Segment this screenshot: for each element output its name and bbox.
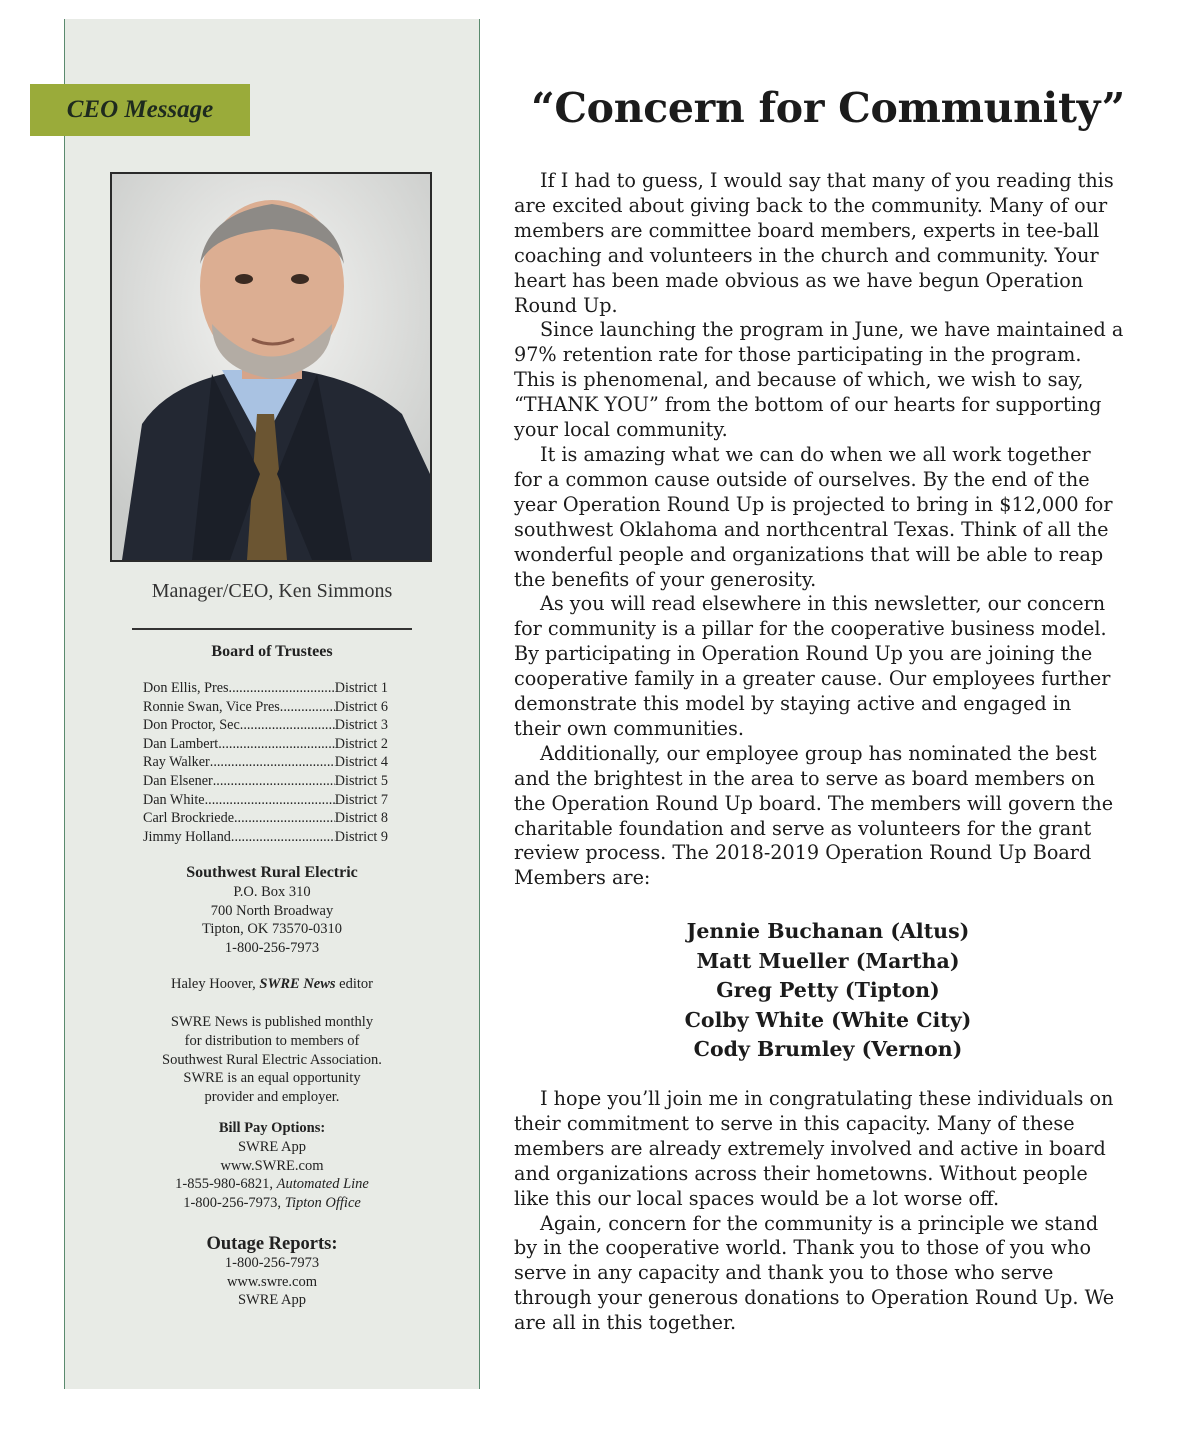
organization-phone: 1-800-256-7973 xyxy=(224,940,320,957)
note-line: SWRE is an equal opportunity xyxy=(183,1070,361,1087)
trustee-name: Dan Elsener xyxy=(143,772,213,789)
trustee-district: District 1 xyxy=(334,680,388,696)
note-line: SWRE News is published monthly xyxy=(170,1014,374,1030)
trustee-row xyxy=(143,809,388,828)
trustee-row xyxy=(143,698,388,717)
bill-pay-app: SWRE App xyxy=(237,1138,307,1155)
trustee-name: Don Proctor, Sec. xyxy=(143,717,244,734)
outage-heading: Outage Reports: xyxy=(206,1234,338,1254)
ceo-portrait-photo xyxy=(110,172,432,562)
po-box: P.O. Box 310 xyxy=(233,883,311,900)
trustee-row xyxy=(143,772,388,791)
trustee-name: Ray Walker xyxy=(143,754,210,771)
trustee-row xyxy=(143,679,388,698)
organization-address xyxy=(64,864,480,958)
board-member: Colby White (White City) xyxy=(684,1007,972,1032)
trustee-name: Dan White xyxy=(143,791,205,808)
trustee-row xyxy=(143,791,388,810)
outage-website: www.swre.com xyxy=(226,1273,318,1290)
trustee-district: District 9 xyxy=(334,828,388,845)
trustee-list xyxy=(143,679,388,846)
bill-pay-office-line xyxy=(64,1194,480,1213)
board-member: Jennie Buchanan (Altus) xyxy=(686,919,970,943)
article-body-part-1 xyxy=(514,169,1124,891)
bill-pay-options xyxy=(64,1119,480,1213)
note-line: provider and employer. xyxy=(204,1089,340,1106)
board-member: Greg Petty (Tipton) xyxy=(716,978,940,1003)
section-tab-label: CEO Message xyxy=(66,96,214,123)
editor-credit xyxy=(64,975,480,994)
article-paragraph: Additionally, our employee group has nominated the best and the brightest in the area to serve as board members on the Operation Round Up board. The members will govern the charitable foundation and serve as volunteers for the grant review process. The 2018-2019 Operation Round Up Board Members are: xyxy=(514,741,1114,890)
trustee-district: District 8 xyxy=(334,810,388,827)
trustee-district: District 4 xyxy=(334,754,388,771)
trustee-district: District 3 xyxy=(334,717,388,734)
article-paragraph: As you will read elsewhere in this newsletter, our concern for community is a pillar for the cooperative business model. By participating in Operation Round Up you are joining the cooperative family in a greater cause. Our employees further demonstrate this model by staying active and engaged in their own communities. xyxy=(514,592,1111,740)
caption-divider xyxy=(132,628,412,630)
board-of-trustees-heading: Board of Trustees xyxy=(211,643,333,660)
editor-name: Haley Hoover, xyxy=(170,976,256,992)
street-address: 700 North Broadway xyxy=(210,902,334,919)
trustee-district: District 2 xyxy=(334,735,388,752)
board-member: Cody Brumley (Vernon) xyxy=(693,1037,963,1062)
bill-pay-automated-line xyxy=(64,1175,480,1194)
board-member: Matt Mueller (Martha) xyxy=(696,948,960,973)
trustee-row xyxy=(143,735,388,754)
bill-pay-website: www.SWRE.com xyxy=(220,1157,324,1174)
board-member-list xyxy=(500,917,1156,1065)
article-paragraph: If I had to guess, I would say that many of you reading this are excited about giving back to the community. Many of our members are committee board members, experts in tee-ball coaching and volunteers in the church and community. Your heart has been made obvious as we have begun Operation Round Up. xyxy=(514,169,1114,317)
office-line-number: 1-800-256-7973, xyxy=(183,1195,282,1212)
trustee-district: District 6 xyxy=(334,698,388,715)
trustee-name: Carl Brockriede xyxy=(143,810,234,827)
outage-phone: 1-800-256-7973 xyxy=(224,1254,320,1271)
portrait-illustration xyxy=(112,174,430,560)
article-paragraph: I hope you’ll join me in congratulating these individuals on their commitment to serve in this capacity. Many of these members are already extremely involved and active in board and organizations across their hometowns. Without people like this our local spaces would be a lot worse off. xyxy=(514,1087,1114,1210)
article-paragraph: It is amazing what we can do when we all work together for a common cause outside of ourselves. By the end of the year Operation Round Up is projected to bring in $12,000 for southwest Oklahoma and northcentral Texas. Think of all the wonderful people and organizations that will be able to reap the benefits of your generosity. xyxy=(514,442,1113,591)
publication-note xyxy=(64,1013,480,1107)
automated-line-label: Automated Line xyxy=(276,1176,369,1193)
trustee-name: Don Ellis, Pres. xyxy=(143,680,233,696)
publication-name: SWRE News xyxy=(259,976,336,992)
city-state-zip: Tipton, OK 73570-0310 xyxy=(201,921,343,938)
section-tab xyxy=(30,84,250,136)
automated-line-number: 1-855-980-6821, xyxy=(175,1176,273,1193)
article-body-part-2 xyxy=(514,1087,1124,1336)
editor-role: editor xyxy=(339,976,373,992)
trustee-district: District 5 xyxy=(334,772,388,789)
article-paragraph: Since launching the program in June, we have maintained a 97% retention rate for those participating in the program. This is phenomenal, and because of which, we wish to say, “THANK YOU” from the bottom of our hearts for supporting your local community. xyxy=(514,318,1124,442)
office-line-label: Tipton Office xyxy=(284,1195,361,1212)
trustee-name: Dan Lambert xyxy=(143,735,219,752)
note-line: Southwest Rural Electric Association. xyxy=(162,1051,382,1068)
trustee-row xyxy=(143,753,388,772)
trustee-name: Ronnie Swan, Vice Pres. xyxy=(143,698,284,715)
trustee-name: Jimmy Holland xyxy=(143,828,231,845)
trustee-row xyxy=(143,828,388,847)
article-paragraph: Again, concern for the community is a principle we stand by in the cooperative world. Thank you to those of you who serve in any capacity and thank you to those who serve through your generous donations to Operation Round Up. We are all in this together. xyxy=(514,1211,1115,1335)
trustee-district: District 7 xyxy=(334,791,388,808)
note-line: for distribution to members of xyxy=(184,1032,360,1049)
article-headline: “Concern for Community” xyxy=(531,84,1125,132)
photo-caption: Manager/CEO, Ken Simmons xyxy=(151,580,393,602)
outage-reports xyxy=(64,1235,480,1310)
outage-app: SWRE App xyxy=(237,1292,307,1309)
bill-pay-heading: Bill Pay Options: xyxy=(218,1120,326,1136)
trustee-row xyxy=(143,716,388,735)
organization-name: Southwest Rural Electric xyxy=(186,864,358,881)
